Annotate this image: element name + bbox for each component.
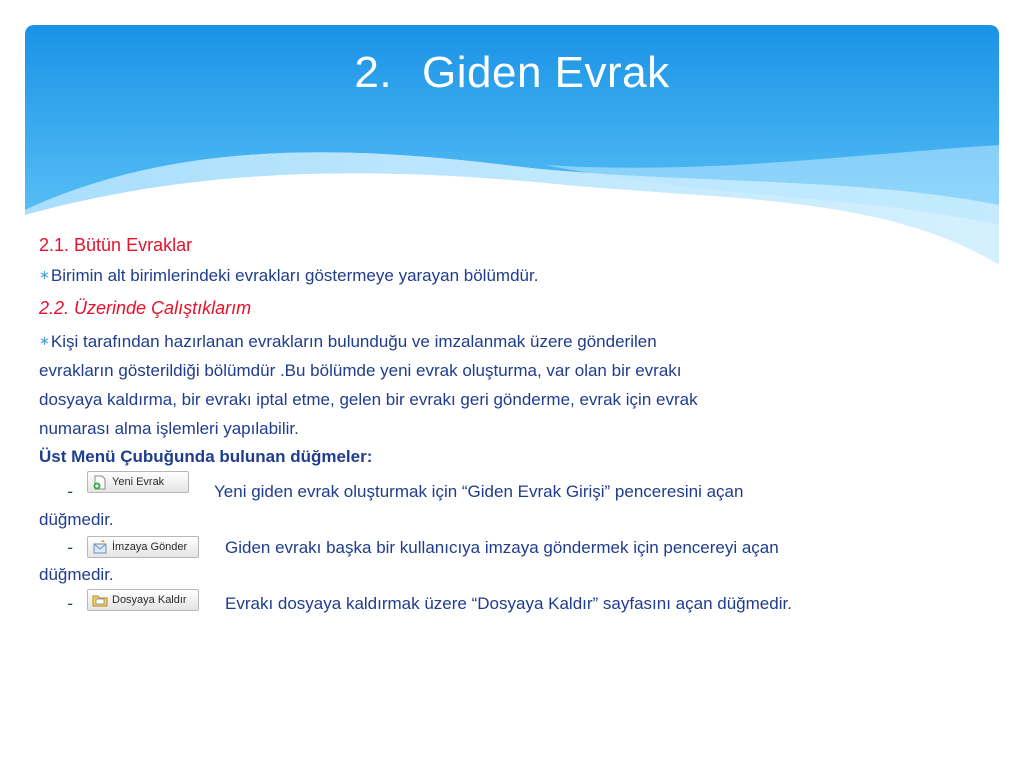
send-to-sign-icon — [92, 540, 108, 555]
toolbar-heading: Üst Menü Çubuğunda bulunan düğmeler: — [39, 447, 373, 466]
button-description-row — [39, 591, 989, 621]
paragraph-line: dosyaya kaldırma, bir evrakı iptal etme, gelen bir evrakı geri gönderme, evrak için evrak — [39, 390, 698, 409]
send-to-sign-button[interactable] — [87, 536, 199, 558]
button-description-row — [39, 476, 989, 535]
new-document-icon — [92, 475, 108, 490]
title-text: Giden Evrak — [422, 48, 670, 97]
button-label: İmzaya Gönder — [112, 541, 188, 553]
dash: - — [67, 482, 73, 501]
new-document-button[interactable] — [87, 471, 189, 493]
bullet-icon: ∗ — [39, 267, 50, 282]
bullet-item — [39, 260, 989, 290]
folder-icon — [92, 593, 108, 608]
bullet-item — [39, 326, 989, 443]
paragraph-line: Kişi tarafından hazırlanan evrakların bulunduğu ve imzalanmak üzere gönderilen — [50, 332, 657, 351]
title-number: 2. — [354, 48, 393, 97]
button-description-continued: düğmedir. — [39, 510, 114, 529]
button-description: Yeni giden evrak oluşturmak için “Giden Evrak Girişi” penceresini açan — [214, 482, 744, 501]
button-label: Dosyaya Kaldır — [112, 594, 187, 606]
page-title — [0, 48, 1024, 98]
bullet-text: Birimin alt birimlerindeki evrakları göstermeye yarayan bölümdür. — [50, 266, 539, 285]
button-description: Giden evrakı başka bir kullanıcıya imzaya göndermek için pencereyi açan — [225, 538, 779, 557]
button-label: Yeni Evrak — [112, 476, 165, 488]
button-description: Evrakı dosyaya kaldırmak üzere “Dosyaya Kaldır” sayfasını açan düğmedir. — [225, 594, 792, 613]
bullet-icon: ∗ — [39, 333, 50, 348]
paragraph-line: evrakların gösterildiği bölümdür .Bu bölümde yeni evrak oluşturma, var olan bir evrakı — [39, 361, 682, 380]
button-description-row — [39, 535, 989, 591]
button-description-continued: düğmedir. — [39, 565, 114, 584]
dash: - — [67, 594, 73, 613]
section-heading-all-documents: 2.1. Bütün Evraklar — [39, 235, 193, 255]
file-away-button[interactable] — [87, 589, 199, 611]
slide-content — [39, 232, 989, 621]
paragraph-line: numarası alma işlemleri yapılabilir. — [39, 419, 299, 438]
section-heading-working-on: 2.2. Üzerinde Çalıştıklarım — [39, 298, 252, 318]
dash: - — [67, 538, 73, 557]
